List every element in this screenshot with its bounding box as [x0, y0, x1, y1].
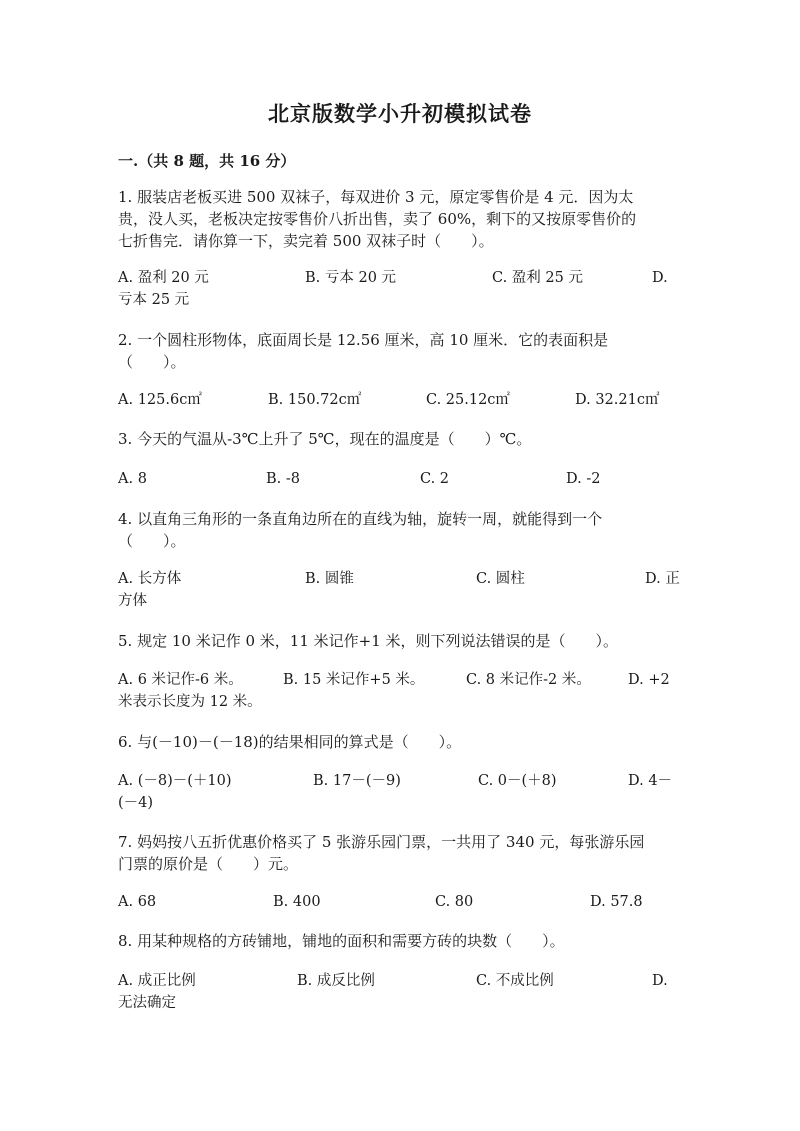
option-a[interactable]: A. (－8)－(＋10): [118, 773, 232, 789]
option-c[interactable]: C. 0－(＋8): [478, 773, 557, 789]
options-3: [0, 468, 800, 490]
option-c[interactable]: C. 80: [435, 894, 474, 910]
question-line: 4. 以直角三角形的一条直角边所在的直线为轴，旋转一周，就能得到一个: [118, 510, 603, 528]
question-3: [118, 428, 678, 450]
option-d[interactable]: D. 正: [645, 571, 680, 587]
options-7: [0, 891, 800, 913]
options-6: [0, 770, 800, 792]
question-1: [118, 186, 678, 252]
option-c[interactable]: C. 不成比例: [476, 973, 554, 989]
option-b[interactable]: B. 15 米记作+5 米。: [283, 672, 425, 688]
section-heading: 一.（共 8 题，共 16 分）: [118, 152, 296, 170]
option-c[interactable]: C. 2: [420, 471, 450, 487]
option-b[interactable]: B. 17－(－9): [313, 773, 401, 789]
option-b[interactable]: B. 400: [273, 894, 321, 910]
question-line: 5. 规定 10 米记作 0 米，11 米记作+1 米，则下列说法错误的是（ ）。: [118, 632, 619, 650]
question-line: 6. 与(－10)－(－18)的结果相同的算式是（ ）。: [118, 733, 462, 751]
option-a[interactable]: A. 6 米记作-6 米。: [118, 672, 243, 688]
question-line: 贵，没人买，老板决定按零售价八折出售，卖了 60%，剩下的又按原零售价的: [118, 210, 637, 228]
options-4: [0, 568, 800, 590]
option-d-continued: (－4): [118, 795, 154, 811]
question-line: 3. 今天的气温从-3℃上升了 5℃，现在的温度是（ ）℃。: [118, 430, 532, 448]
question-5: [118, 630, 678, 652]
question-line: 8. 用某种规格的方砖铺地，铺地的面积和需要方砖的块数（ ）。: [118, 932, 565, 950]
option-a[interactable]: A. 盈利 20 元: [118, 270, 209, 286]
question-6: [118, 731, 678, 753]
option-a[interactable]: A. 68: [118, 894, 157, 910]
option-d[interactable]: D. -2: [566, 471, 601, 487]
option-b[interactable]: B. 150.72c㎡: [268, 392, 362, 408]
options-5: [0, 669, 800, 691]
question-line: （ ）。: [118, 532, 186, 550]
question-line: 2. 一个圆柱形物体，底面周长是 12.56 厘米，高 10 厘米．它的表面积是: [118, 331, 609, 349]
options-2: [0, 389, 800, 411]
option-d-continued: 方体: [118, 593, 147, 609]
option-d[interactable]: D.: [652, 973, 668, 989]
options-8: [0, 970, 800, 992]
option-d[interactable]: D. 57.8: [590, 894, 643, 910]
question-8: [118, 930, 678, 952]
option-a[interactable]: A. 8: [118, 471, 147, 487]
option-d-continued: 米表示长度为 12 米。: [118, 694, 262, 710]
option-a[interactable]: A. 长方体: [118, 571, 182, 587]
question-line: 7. 妈妈按八五折优惠价格买了 5 张游乐园门票，一共用了 340 元，每张游乐园: [118, 833, 645, 851]
option-d-continued: 无法确定: [118, 995, 176, 1011]
option-d[interactable]: D.: [652, 270, 668, 286]
option-c[interactable]: C. 8 米记作-2 米。: [466, 672, 591, 688]
option-a[interactable]: A. 125.6c㎡: [118, 392, 202, 408]
option-d[interactable]: D. +2: [628, 672, 670, 688]
option-b[interactable]: B. 亏本 20 元: [305, 270, 397, 286]
question-line: 七折售完．请你算一下，卖完着 500 双袜子时（ ）。: [118, 232, 494, 250]
question-line: 门票的原价是（ ）元。: [118, 855, 299, 873]
option-d[interactable]: D. 32.21c㎡: [575, 392, 660, 408]
option-d[interactable]: D. 4－: [628, 773, 673, 789]
option-b[interactable]: B. 圆锥: [305, 571, 354, 587]
option-c[interactable]: C. 盈利 25 元: [492, 270, 583, 286]
page-title: 北京版数学小升初模拟试卷: [268, 101, 532, 126]
option-c[interactable]: C. 圆柱: [476, 571, 525, 587]
option-c[interactable]: C. 25.12c㎡: [426, 392, 510, 408]
option-d-continued: 亏本 25 元: [118, 292, 190, 308]
question-2: [118, 329, 678, 373]
question-4: [118, 508, 678, 552]
option-b[interactable]: B. -8: [266, 471, 300, 487]
options-1: [0, 267, 800, 289]
question-line: （ ）。: [118, 353, 186, 371]
option-a[interactable]: A. 成正比例: [118, 973, 196, 989]
option-b[interactable]: B. 成反比例: [297, 973, 375, 989]
question-line: 1. 服装店老板买进 500 双袜子，每双进价 3 元，原定零售价是 4 元．因为太: [118, 188, 634, 206]
question-7: [118, 831, 678, 875]
